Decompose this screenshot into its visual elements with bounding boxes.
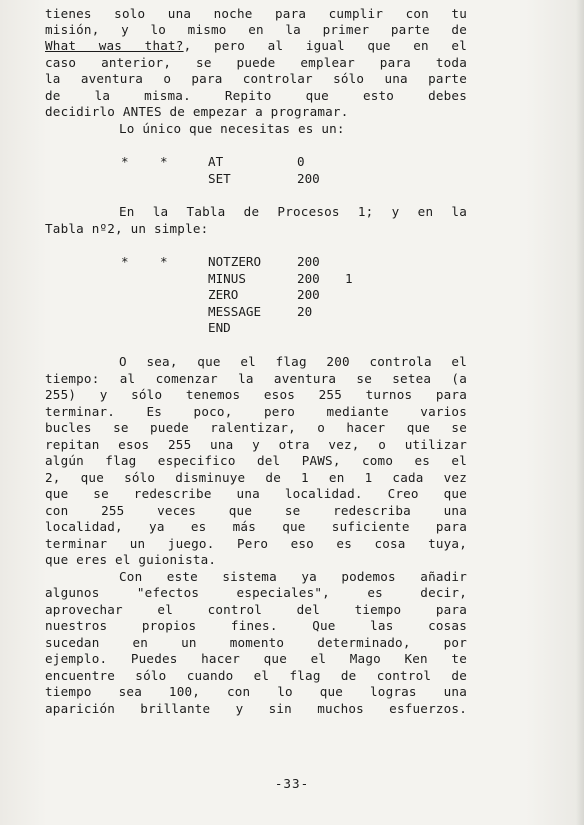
table2-command: ZERO — [208, 287, 239, 302]
text-line: tienes solo una noche para cumplir con tu — [45, 6, 467, 21]
text-line: de la misma. Repito que esto debes — [45, 88, 467, 103]
table2-value: 200 — [297, 271, 320, 286]
text-line: sucedan en un momento determinado, por — [45, 635, 467, 650]
text-line: aprovechar el control del tiempo para — [45, 602, 467, 617]
table2-value: 20 — [297, 304, 313, 319]
table1-command: AT — [208, 154, 224, 169]
text-line: tiempo: al comenzar la aventura se setea (a — [45, 371, 467, 386]
text-line: 2, que sólo disminuye de 1 en 1 cada vez — [45, 470, 467, 485]
table1-command: SET — [208, 171, 231, 186]
text-line: terminar. Es poco, pero mediante varios — [45, 404, 467, 419]
text-line: bucles se puede ralentizar, o hacer que se — [45, 420, 467, 435]
table1-star: * — [121, 154, 129, 169]
page-edge-shadow — [576, 0, 584, 825]
text-line: localidad, ya es más que suficiente para — [45, 519, 467, 534]
table1-value: 200 — [297, 171, 320, 186]
page-number: -33- — [274, 776, 310, 791]
text-line: Con este sistema ya podemos añadir — [119, 569, 467, 584]
text-line — [45, 38, 467, 54]
table2-value: 200 — [297, 287, 320, 302]
table2-command: MESSAGE — [208, 304, 262, 319]
text-line: tiempo sea 100, con lo que logras una — [45, 684, 467, 699]
text-line: algún flag especifico del PAWS, como es el — [45, 453, 467, 468]
text-line: misión, y lo mismo en la primer parte de — [45, 22, 467, 37]
text-line: nuestros propios fines. Que las cosas — [45, 618, 467, 633]
text-line: con 255 veces que se redescriba una — [45, 503, 467, 518]
text-line: que se redescribe una localidad. Creo que — [45, 486, 467, 501]
table2-command: MINUS — [208, 271, 246, 286]
text-line: Lo único que necesitas es un: — [119, 121, 345, 136]
text-line: que eres el guionista. — [45, 552, 217, 567]
table2-star: * — [121, 254, 129, 269]
table2-value: 200 — [297, 254, 320, 269]
text-line: caso anterior, se puede emplear para toda — [45, 55, 467, 70]
text-span: , pero al igual que en el — [183, 38, 467, 53]
text-line: 255) y sólo tenemos esos 255 turnos para — [45, 387, 467, 402]
table2-star: * — [160, 254, 168, 269]
table1-star: * — [160, 154, 168, 169]
text-line: algunos "efectos especiales", es decir, — [45, 585, 467, 600]
table2-command: NOTZERO — [208, 254, 262, 269]
table2-command: END — [208, 320, 231, 335]
text-line: terminar un juego. Pero eso es cosa tuya, — [45, 536, 467, 551]
text-line: O sea, que el flag 200 controla el — [119, 354, 467, 369]
table2-value: 1 — [345, 271, 353, 286]
text-line: En la Tabla de Procesos 1; y en la — [119, 204, 467, 219]
text-line: repitan esos 255 una y otra vez, o utilizar — [45, 437, 467, 452]
table1-value: 0 — [297, 154, 305, 169]
text-line: Tabla nº2, un simple: — [45, 221, 209, 236]
text-line: ejemplo. Puedes hacer que el Mago Ken te — [45, 651, 467, 666]
text-line: la aventura o para controlar sólo una parte — [45, 71, 467, 86]
text-line: encuentre sólo cuando el flag de control de — [45, 668, 467, 683]
underlined-title: What was that? — [45, 38, 184, 53]
text-line: aparición brillante y sin muchos esfuerzos. — [45, 701, 467, 716]
text-line: decidirlo ANTES de empezar a programar. — [45, 104, 349, 119]
